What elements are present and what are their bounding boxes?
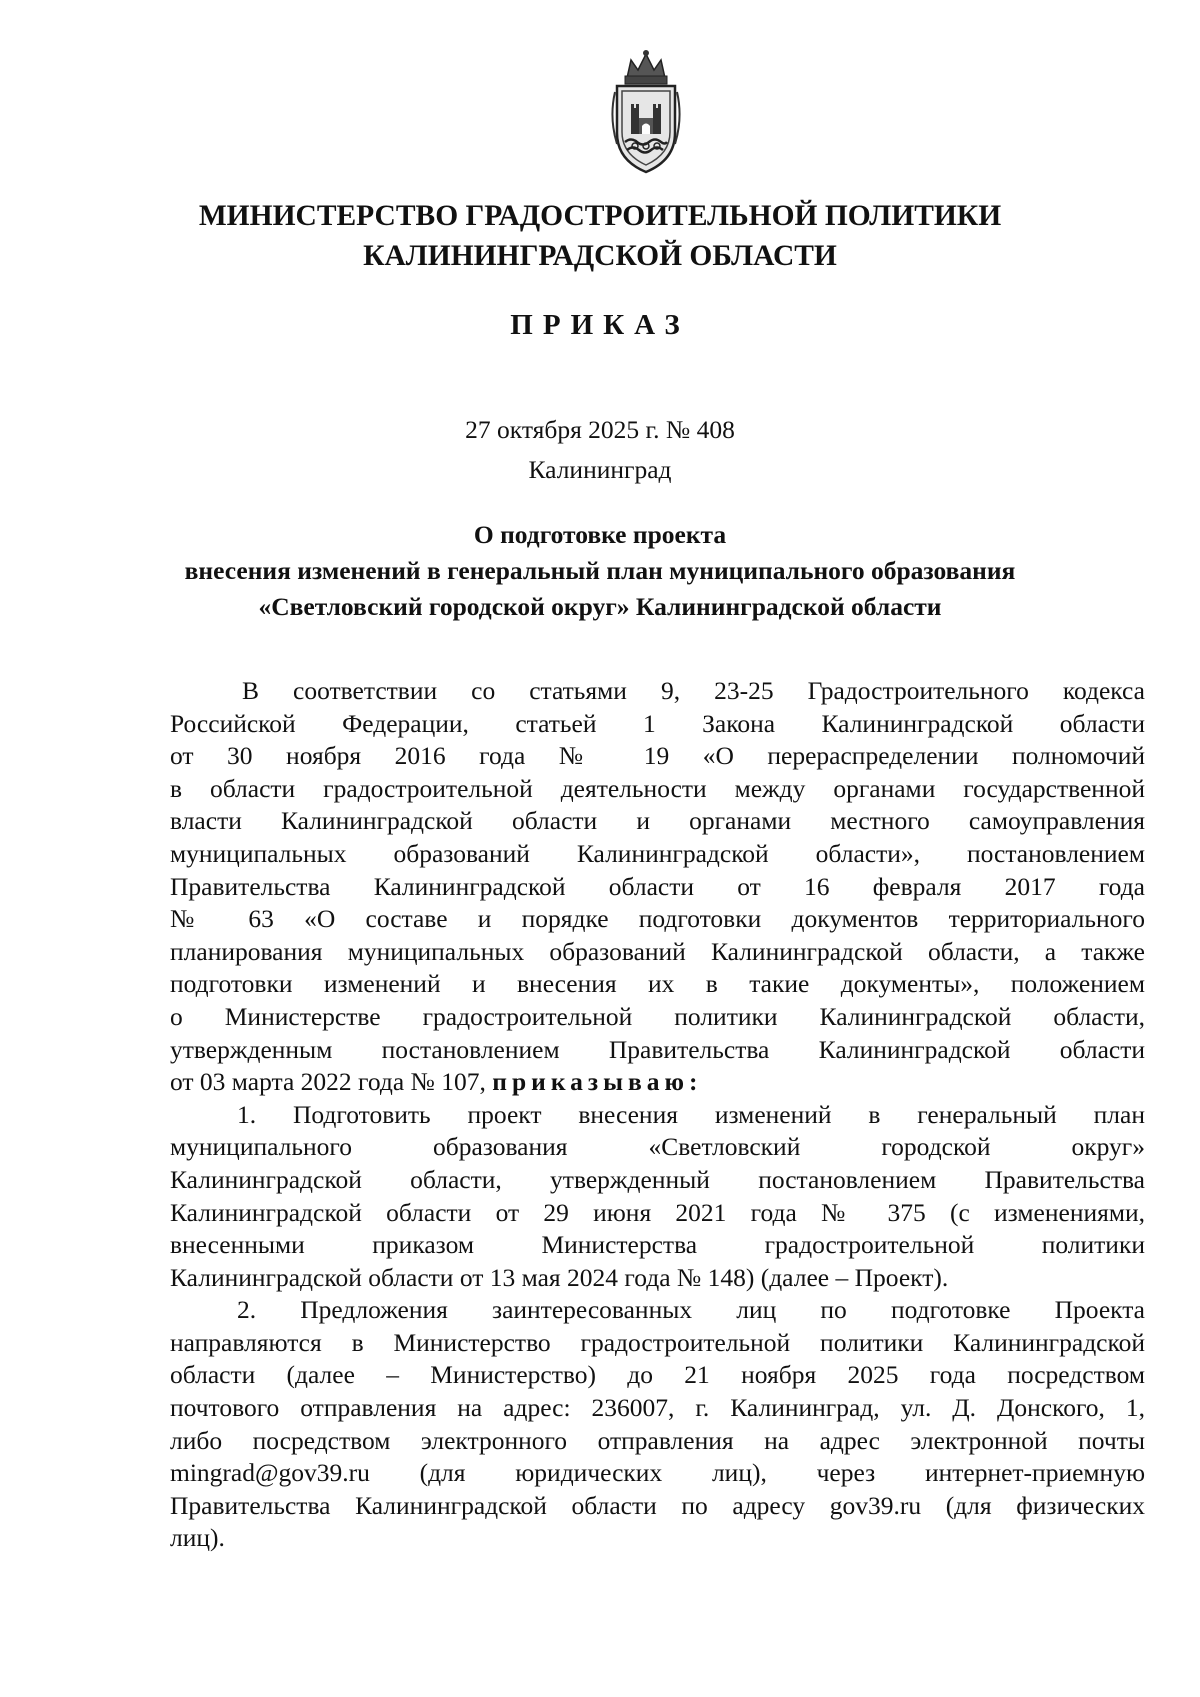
body-line-text: от 03 марта 2022 года № 107, — [170, 1067, 486, 1097]
body-line: № 63 «О составе и порядке подготовки документов территориального — [170, 904, 1145, 934]
item1-line: 1. Подготовить проект внесения изменений в генеральный план — [237, 1099, 1145, 1129]
body-line-order — [170, 1066, 1145, 1099]
city: Калининград — [528, 455, 672, 484]
item2-line: mingrad@gov39.ru (для юридических лиц), через интернет-приемную — [170, 1458, 1145, 1488]
coat-of-arms-icon — [605, 48, 687, 178]
body-line: В соответствии со статьями 9, 23-25 Градостроительного кодекса — [242, 676, 1145, 705]
item2-line: лиц). — [170, 1523, 225, 1553]
body-line: о Министерстве градостроительной политики Калининградской области, — [170, 1001, 1145, 1031]
body-line: планирования муниципальных образований Калининградской области, а также — [170, 936, 1145, 966]
item2-line: почтового отправления на адрес: 236007, г. Калининград, ул. Д. Донского, 1, — [170, 1393, 1145, 1423]
ministry-name-line1: МИНИСТЕРСТВО ГРАДОСТРОИТЕЛЬНОЙ ПОЛИТИКИ — [198, 200, 1002, 232]
ministry-name-line2: КАЛИНИНГРАДСКОЙ ОБЛАСТИ — [363, 240, 837, 272]
item1-line: Калининградской области, утвержденный постановлением Правительства — [170, 1164, 1145, 1194]
order-colon: : — [689, 1067, 698, 1097]
item2-line: 2. Предложения заинтересованных лиц по подготовке Проекта — [237, 1295, 1145, 1325]
body-line: от 30 ноября 2016 года № 19 «О перераспределении полномочий — [170, 741, 1145, 771]
date-number-block — [150, 410, 1050, 490]
body-line: подготовки изменений и внесения их в такие документы», положением — [170, 969, 1145, 999]
body-line: власти Калининградской области и органами местного самоуправления — [170, 806, 1145, 836]
item2-line: направляются в Министерство градостроительной политики Калининградской — [170, 1327, 1145, 1357]
body-line: Российской Федерации, статьей 1 Закона Калининградской области — [170, 708, 1145, 738]
body-line: в области градостроительной деятельности между органами государственной — [170, 773, 1145, 803]
title-line1: О подготовке проекта — [473, 520, 727, 549]
title-line2: внесения изменений в генеральный план муниципального образования — [184, 556, 1016, 585]
item2-line: области (далее – Министерство) до 21 ноября 2025 года посредством — [170, 1360, 1145, 1390]
body-line: Правительства Калининградской области от 16 февраля 2017 года — [170, 871, 1145, 901]
item1-line: внесенными приказом Министерства градостроительной политики — [170, 1230, 1145, 1260]
body-line: утвержденным постановлением Правительства Калининградской области — [170, 1034, 1145, 1064]
document-body — [170, 675, 1145, 1555]
title-line3: «Светловский городской округ» Калининградской области — [258, 592, 942, 621]
document-title — [150, 517, 1050, 625]
document-type: ПРИКАЗ — [510, 309, 690, 341]
item1-line: Калининградской области от 29 июня 2021 года № 375 (с изменениями, — [170, 1197, 1145, 1227]
date-number: 27 октября 2025 г. № 408 — [465, 415, 735, 444]
item2-line: Правительства Калининградской области по адресу gov39.ru (для физических — [170, 1490, 1145, 1520]
ministry-name — [150, 196, 1050, 276]
order-word: приказываю — [492, 1067, 690, 1097]
body-line: муниципальных образований Калининградской области», постановлением — [170, 838, 1145, 868]
item1-line: Калининградской области от 13 мая 2024 года № 148) (далее – Проект). — [170, 1262, 949, 1292]
item1-line: муниципального образования «Светловский городской округ» — [170, 1132, 1145, 1162]
item2-line: либо посредством электронного отправления на адрес электронной почты — [170, 1425, 1145, 1455]
